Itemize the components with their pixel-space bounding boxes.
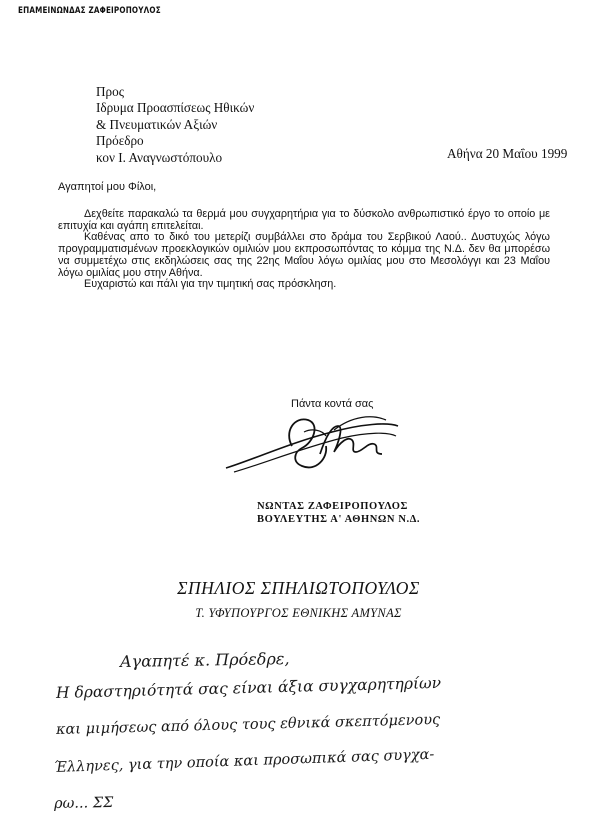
recipient-line: Ιδρυμα Προασπίσεως Ηθικών	[96, 100, 255, 116]
body-paragraph: Καθένας απο το δικό του μετερίζι συμβάλλει στο δράμα του Σερβικού Λαού.. Δυστυχώς λόγω προγραμματισμένων προεκλογικών ομιλιών μου εκπροσωπόντας το κόμμα της Ν.Δ. δεν θα μπορέσω να συμμετέχω στις εκδηλώσεις σας της 22ης Μαΐου λόγω ομιλίας μου στο Μεσολόγγι και 23 Μαΐου λόγω ομιλίας μου στην Αθήνα.	[58, 231, 550, 279]
signer-title: ΒΟΥΛΕΥΤΗΣ Α' ΑΘΗΝΩΝ Ν.Δ.	[257, 514, 421, 525]
handwritten-line: και μιμήσεως από όλους τους εθνικά σκεπτόμενους	[55, 711, 441, 738]
recipient-line: Προς	[96, 84, 124, 99]
signer-name: ΝΩΝΤΑΣ ΖΑΦΕΙΡΟΠΟΥΛΟΣ	[257, 501, 409, 512]
signer-block	[257, 500, 420, 526]
handwritten-line: Έλληνες, για την οποία και προσωπικά σας συγχα-	[53, 746, 435, 776]
recipient-line: & Πνευματικών Αξιών	[96, 116, 218, 132]
closing-phrase: Πάντα κοντά σας	[291, 398, 374, 410]
second-signer-name: ΣΠΗΛΙΟΣ ΣΠΗΛΙΩΤΟΠΟΥΛΟΣ	[177, 578, 420, 598]
handwritten-greeting: Αγαπητέ κ. Πρόεδρε,	[119, 649, 290, 671]
recipient-line: κον Ι. Αναγνωστόπουλο	[96, 149, 223, 165]
handwritten-signature	[222, 402, 402, 484]
body-paragraph: Ευχαριστώ και πάλι για την τιμητική σας πρόσκληση.	[84, 278, 337, 291]
letter-date: Αθήνα 20 Μαΐου 1999	[447, 146, 568, 161]
handwritten-line: Η δραστηριότητά σας είναι άξια συγχαρητηρίων	[55, 673, 442, 702]
recipient-block	[96, 84, 254, 166]
letterhead: ΕΠΑΜΕΙΝΩΝΔΑΣ ΖΑΦΕΙΡΟΠΟΥΛΟΣ	[18, 6, 161, 16]
letter-body	[58, 209, 550, 291]
handwritten-line: ρω... ΣΣ	[53, 794, 114, 812]
second-signer-title: Τ. ΥΦΥΠΟΥΡΓΟΣ ΕΘΝΙΚΗΣ ΑΜΥΝΑΣ	[195, 606, 402, 620]
recipient-line: Πρόεδρο	[96, 133, 144, 149]
body-paragraph: Δεχθείτε παρακαλώ τα θερμά μου συγχαρητήρια για το δύσκολο ανθρωπιστικό έργο το οποίο με επιτυχία και αγάπη επιτελείται.	[58, 208, 550, 232]
greeting: Αγαπητοί μου Φίλοι,	[58, 181, 157, 193]
